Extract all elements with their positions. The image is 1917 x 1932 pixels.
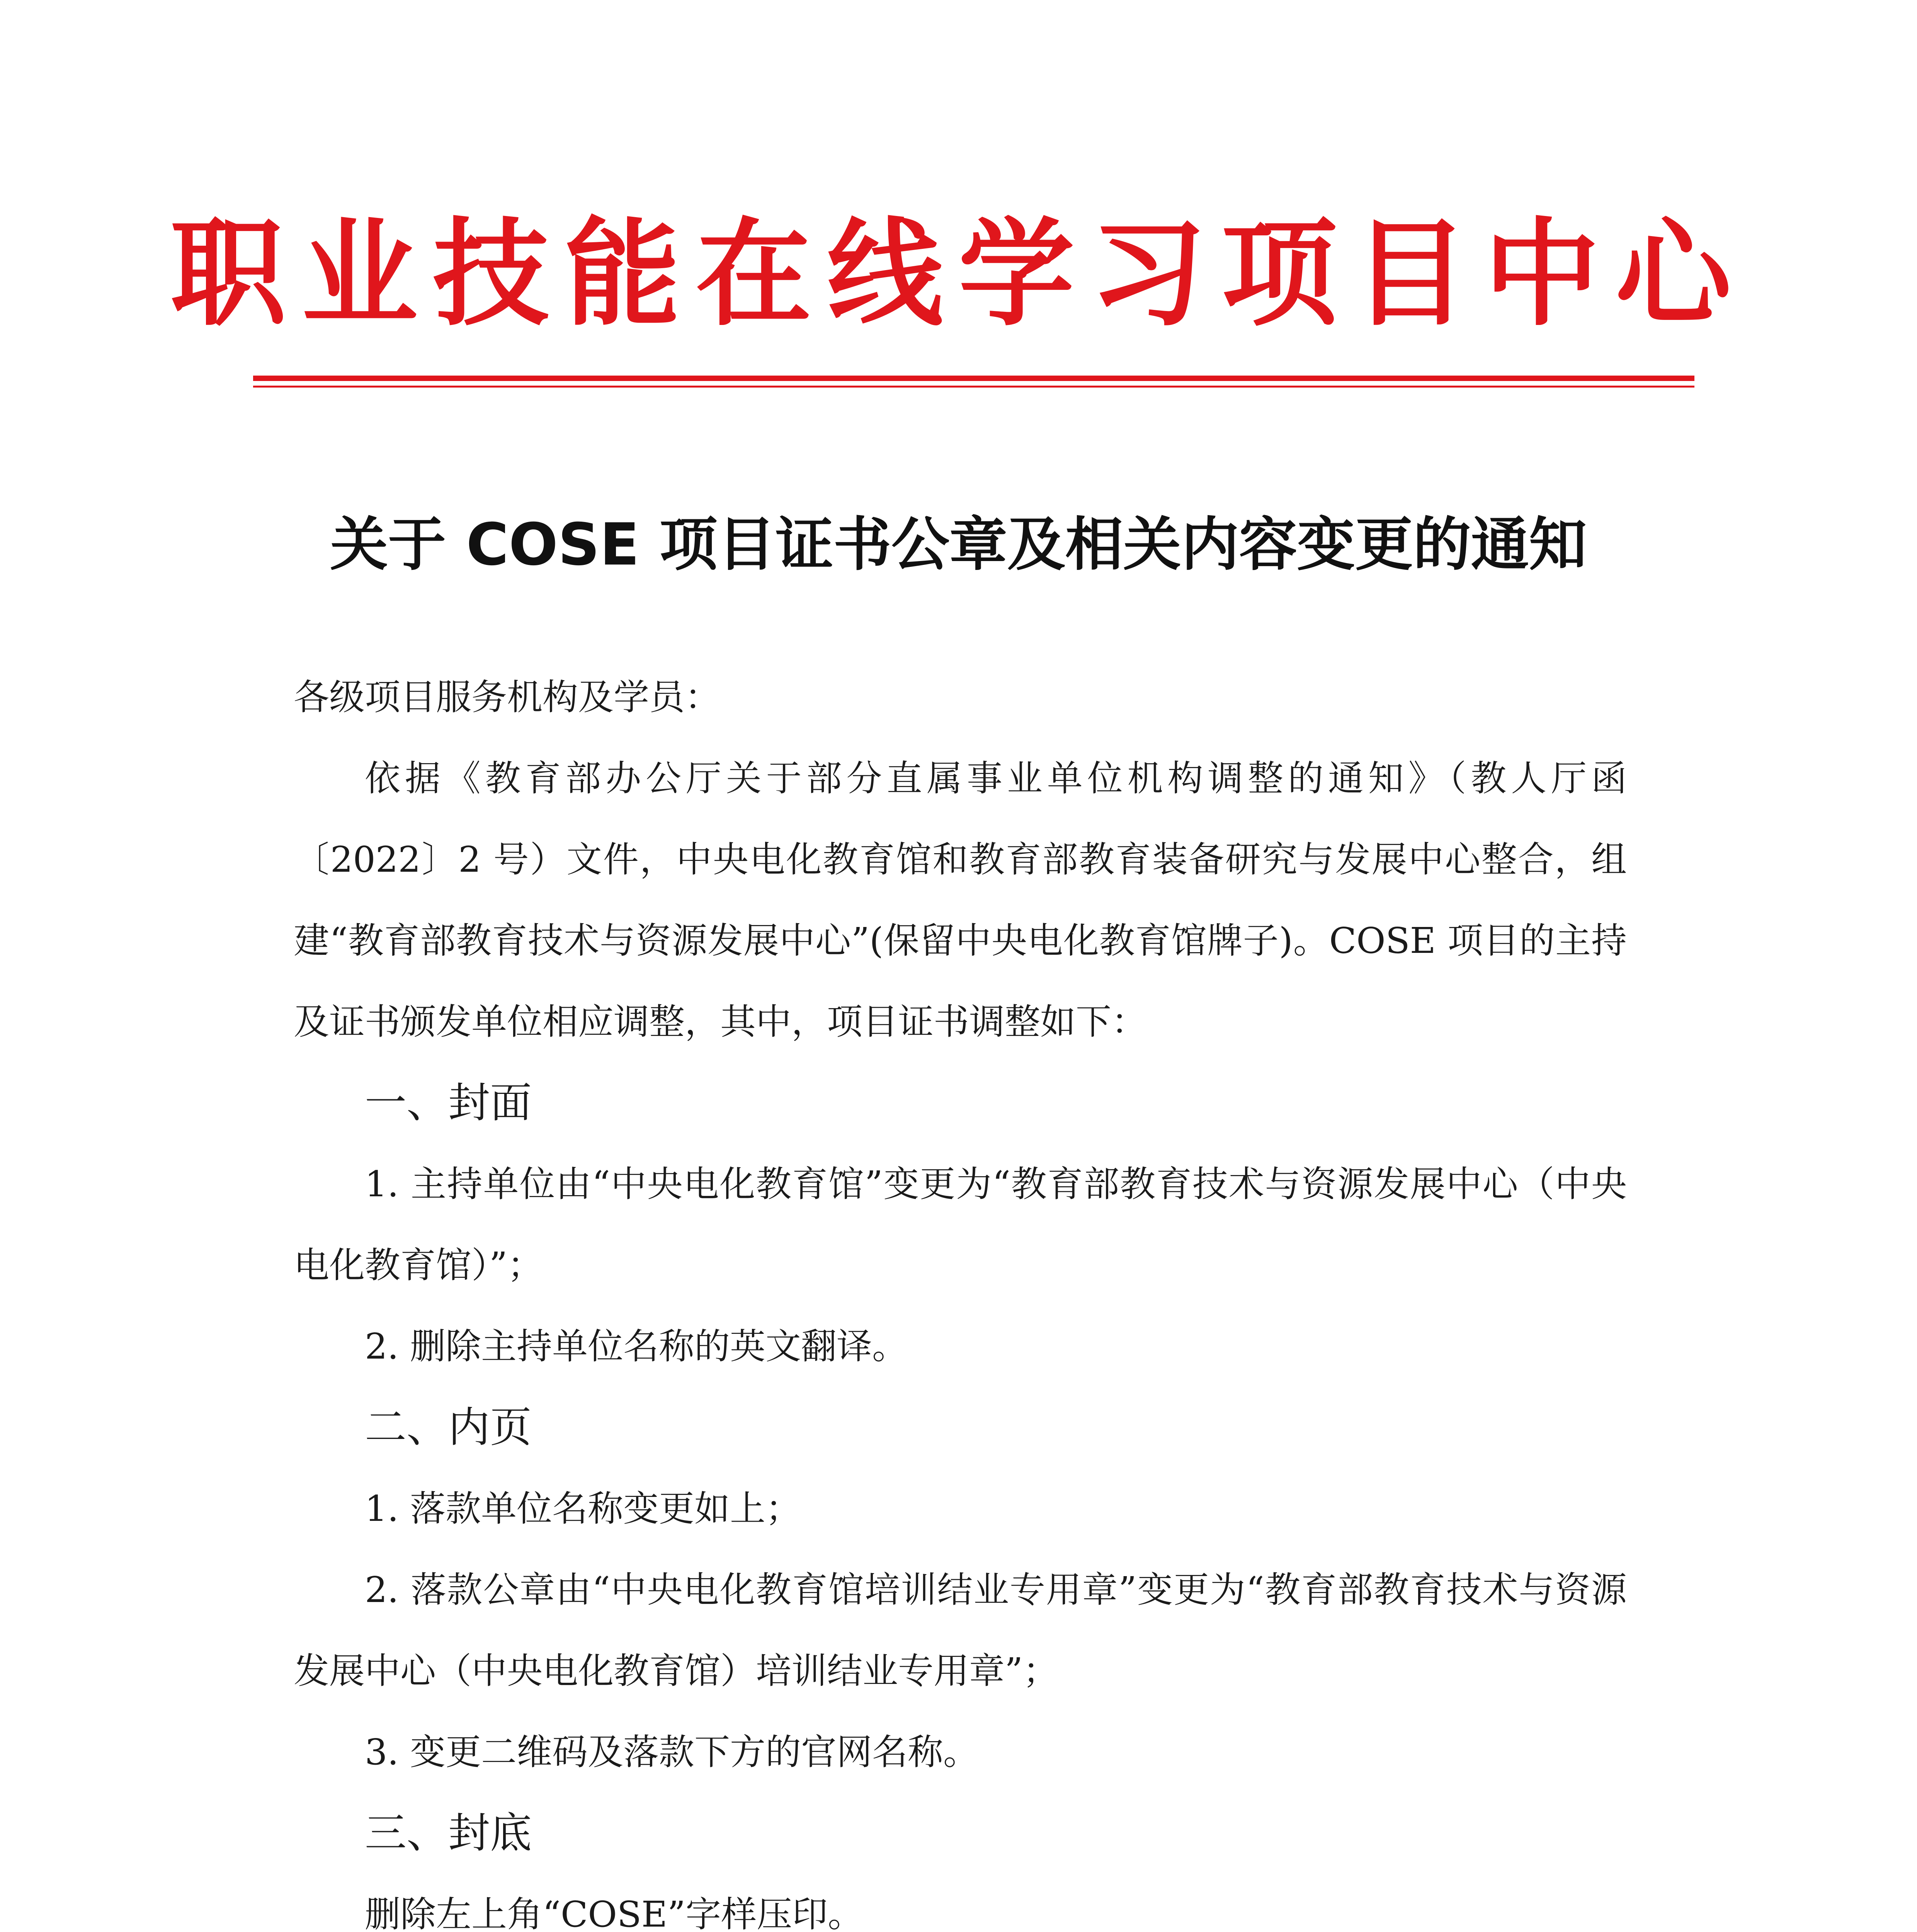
letterhead-rule-thin xyxy=(253,386,1694,388)
letterhead-title: 职业技能在线学习项目中心 xyxy=(170,207,1747,342)
list-item: 2. 删除主持单位名称的英文翻译。 xyxy=(365,1326,908,1367)
letterhead-rule-thick xyxy=(253,376,1694,381)
list-item: 2. 落款公章由“中央电化教育馆培训结业专用章”变更为“教育部教育技术与资源发展中心（中央电化教育馆）培训结业专用章”； xyxy=(294,1569,1627,1692)
notice-title: 关于 COSE 项目证书公章及相关内容变更的通知 xyxy=(330,511,1587,578)
list-item: 3. 变更二维码及落款下方的官网名称。 xyxy=(365,1731,979,1773)
section-heading-inner-page: 二、内页 xyxy=(365,1403,532,1452)
section-heading-back-cover: 三、封底 xyxy=(365,1809,532,1857)
notice-body xyxy=(294,657,1627,1932)
list-item: 1. 主持单位由“中央电化教育馆”变更为“教育部教育技术与资源发展中心（中央电化教育馆）”； xyxy=(294,1163,1627,1286)
salutation: 各级项目服务机构及学员： xyxy=(294,677,721,718)
section-heading-cover: 一、封面 xyxy=(365,1079,532,1127)
intro-paragraph: 依据《教育部办公厅关于部分直属事业单位机构调整的通知》（教人厅函〔2022〕2 号）文件，中央电化教育馆和教育部教育装备研究与发展中心整合，组建“教育部教育技术与资源发展中心”(保留中央电化教育馆牌子)。COSE 项目的主持及证书颁发单位相应调整，其中，项目证书调整如下： xyxy=(294,758,1627,1043)
list-item: 删除左上角“COSE”字样压印。 xyxy=(365,1894,864,1932)
list-item: 1. 落款单位名称变更如上； xyxy=(365,1488,801,1529)
